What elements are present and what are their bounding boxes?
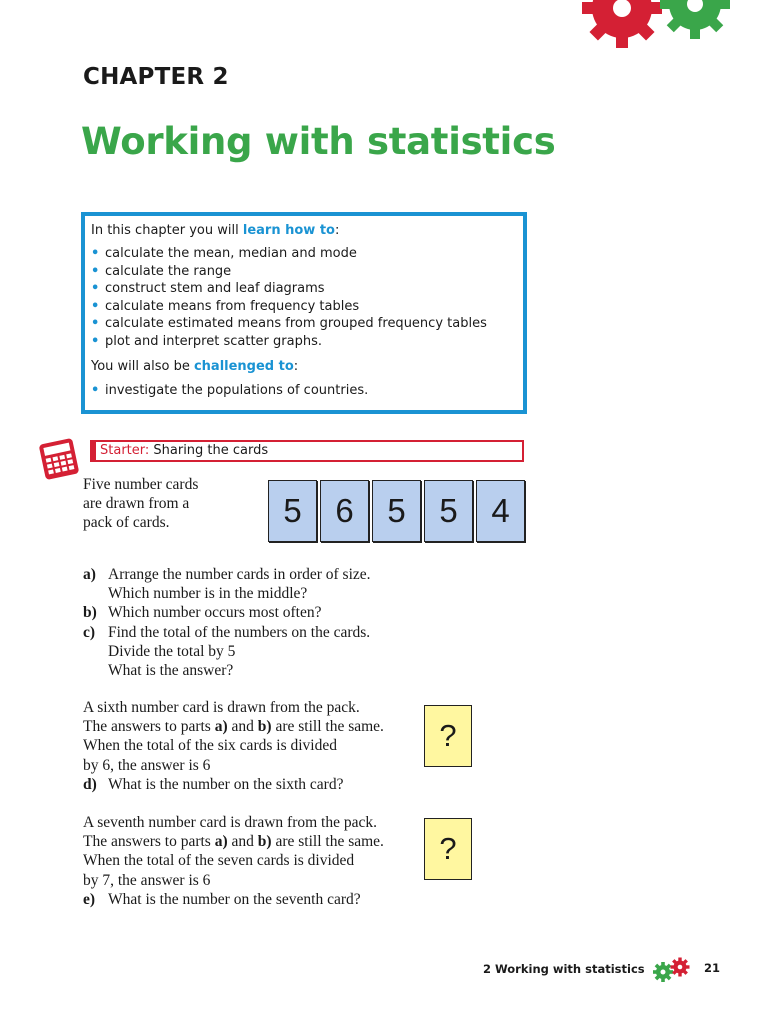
question-a: a) Arrange the number cards in order of size.: [83, 566, 371, 583]
bullet-icon: •: [91, 246, 100, 261]
mystery-card: ?: [424, 818, 472, 880]
starter-heading: Starter: Sharing the cards: [90, 440, 524, 462]
calculator-icon: [36, 437, 82, 481]
objective-item: • calculate the range: [91, 263, 232, 279]
chapter-title: Working with statistics: [81, 120, 556, 163]
sixth-card-block: A sixth number card is drawn from the pack. The answers to parts a) and b) are still the same. When the total of the six cards is divided by 6, the answer is 6 d) What is the number on the sixth card?: [83, 698, 483, 794]
question-e: e) What is the number on the seventh card?: [83, 890, 361, 908]
page-number: 21: [704, 961, 721, 975]
number-card: 6: [320, 480, 369, 542]
bullet-icon: •: [91, 281, 100, 297]
objective-item: • plot and interpret scatter graphs.: [91, 333, 322, 349]
challenge-intro: You will also be challenged to:: [91, 358, 299, 374]
starter-intro-text: Five number cards are drawn from a pack of cards.: [83, 476, 199, 532]
question-b: b) Which number occurs most often?: [83, 604, 322, 622]
bullet-icon: •: [91, 298, 100, 314]
seventh-card-block: A seventh number card is drawn from the pack. The answers to parts a) and b) are still the same. When the total of the seven cards is divided by 7, the answer is 6 e) What is the number on the seventh card?: [83, 813, 483, 909]
bullet-icon: •: [91, 382, 100, 398]
objective-item: • calculate means from frequency tables: [91, 298, 360, 314]
bullet-icon: •: [91, 316, 100, 332]
challenge-item: • investigate the populations of countries.: [91, 382, 369, 398]
bullet-icon: •: [91, 333, 100, 349]
objective-item: • construct stem and leaf diagrams: [91, 281, 325, 297]
chapter-label: CHAPTER 2: [83, 64, 229, 90]
questions-a-to-c: a) Arrange the number cards in order of size. Which number is in the middle? b) Which number occurs most often? c) Find the total of the numbers on the cards. Divide the total by 5 What is the answer?: [83, 565, 483, 680]
question-c: c) Find the total of the numbers on the cards.: [83, 623, 371, 641]
bullet-icon: •: [91, 263, 100, 279]
footer-gears-icon: [650, 957, 694, 983]
learning-objectives-box: [81, 212, 527, 414]
objectives-intro: In this chapter you will learn how to:: [91, 223, 340, 238]
number-card: 5: [372, 480, 421, 542]
objectives-list: [91, 245, 517, 351]
number-cards: [268, 480, 525, 544]
number-card: 4: [476, 480, 525, 542]
challenge-list: [91, 382, 517, 400]
number-card: 5: [268, 480, 317, 542]
objective-item: • calculate the mean, median and mode: [91, 246, 357, 261]
question-d: d) What is the number on the sixth card?: [83, 775, 344, 793]
decorative-gears-icon: [580, 0, 768, 50]
mystery-card: ?: [424, 705, 472, 767]
footer-chapter-ref: 2 Working with statistics: [483, 962, 645, 976]
number-card: 5: [424, 480, 473, 542]
objective-item: • calculate estimated means from grouped frequency tables: [91, 316, 487, 332]
